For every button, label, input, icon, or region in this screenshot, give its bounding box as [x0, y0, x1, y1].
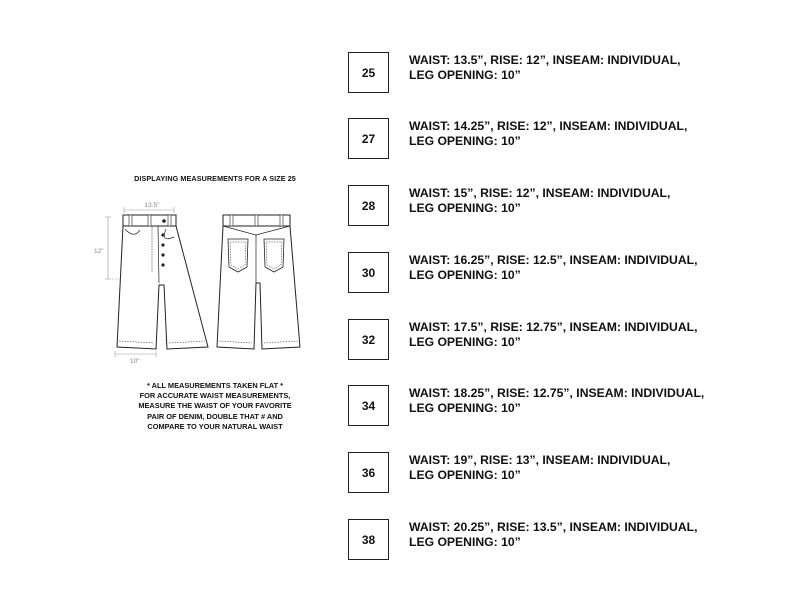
size-box: 28 — [348, 185, 389, 226]
measurement-line: WAIST: 20.25”, RISE: 13.5”, INSEAM: INDIVIDUAL, — [409, 520, 698, 534]
note-line: MEASURE THE WAIST OF YOUR FAVORITE — [138, 401, 292, 411]
note-line: COMPARE TO YOUR NATURAL WAIST — [147, 421, 283, 431]
size-row-27 — [348, 118, 768, 162]
shorts-diagram — [90, 195, 320, 370]
size-measurements — [409, 520, 769, 550]
measurement-line: LEG OPENING: 10” — [409, 401, 521, 415]
note-line: FOR ACCURATE WAIST MEASUREMENTS, — [139, 391, 291, 401]
size-box: 27 — [348, 118, 389, 159]
leg-opening-label: 10" — [130, 358, 140, 365]
measurement-line: LEG OPENING: 10” — [409, 201, 521, 215]
measurement-line: WAIST: 14.25”, RISE: 12”, INSEAM: INDIVIDUAL, — [409, 119, 688, 133]
note-line: * ALL MEASUREMENTS TAKEN FLAT * — [146, 381, 284, 390]
waist-measurement-label: 13.5" — [144, 202, 160, 209]
measurement-line: LEG OPENING: 10” — [409, 68, 521, 82]
size-row-28 — [348, 185, 768, 229]
leg-opening-guide — [115, 351, 156, 357]
measurement-line: WAIST: 18.25”, RISE: 12.75”, INSEAM: INDIVIDUAL, — [409, 386, 705, 400]
shorts-back-view — [217, 215, 300, 349]
size-row-32 — [348, 319, 768, 363]
measurement-line: LEG OPENING: 10” — [409, 335, 521, 349]
size-measurements — [409, 53, 769, 83]
measurement-notes — [100, 381, 330, 432]
measurement-line: LEG OPENING: 10” — [409, 134, 521, 148]
rise-measurement-label: 12" — [94, 248, 104, 255]
measurement-line: LEG OPENING: 10” — [409, 535, 521, 549]
size-box: 25 — [348, 52, 389, 93]
size-row-30 — [348, 252, 768, 296]
measurement-line: WAIST: 15”, RISE: 12”, INSEAM: INDIVIDUAL, — [409, 186, 671, 200]
size-box: 32 — [348, 319, 389, 360]
size-measurements — [409, 453, 769, 483]
size-measurements — [409, 253, 769, 283]
measurement-line: WAIST: 13.5”, RISE: 12”, INSEAM: INDIVIDUAL, — [409, 53, 681, 67]
size-row-25 — [348, 52, 768, 96]
size-box: 38 — [348, 519, 389, 560]
measurement-line: WAIST: 16.25”, RISE: 12.5”, INSEAM: INDIVIDUAL, — [409, 253, 698, 267]
size-box: 34 — [348, 385, 389, 426]
size-row-38 — [348, 519, 768, 563]
size-measurements — [409, 320, 769, 350]
size-measurements — [409, 386, 769, 416]
size-measurements — [409, 186, 769, 216]
note-line: PAIR OF DENIM, DOUBLE THAT # AND — [147, 411, 283, 421]
measurement-line: WAIST: 19”, RISE: 13”, INSEAM: INDIVIDUAL, — [409, 453, 671, 467]
size-row-36 — [348, 452, 768, 496]
diagram-caption: DISPLAYING MEASUREMENTS FOR A SIZE 25 — [134, 174, 296, 183]
measurement-line: LEG OPENING: 10” — [409, 268, 521, 282]
size-box: 30 — [348, 252, 389, 293]
size-measurements — [409, 119, 769, 149]
measurement-line: LEG OPENING: 10” — [409, 468, 521, 482]
size-box: 36 — [348, 452, 389, 493]
size-row-34 — [348, 385, 768, 429]
measurement-line: WAIST: 17.5”, RISE: 12.75”, INSEAM: INDIVIDUAL, — [409, 320, 698, 334]
